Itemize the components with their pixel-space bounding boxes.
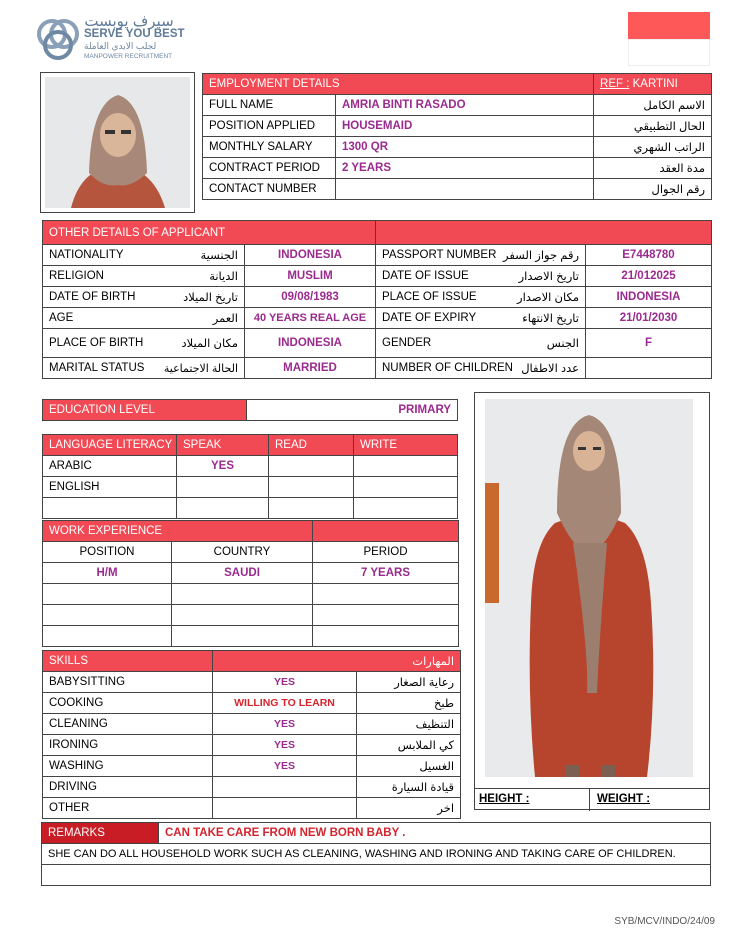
date-of-issue-value: 21/012025 — [586, 266, 712, 287]
work-country — [172, 584, 313, 605]
remarks-table — [41, 822, 711, 886]
skill-label: CLEANING — [43, 714, 213, 735]
headshot-photo — [40, 72, 195, 213]
logo-emblem-icon — [36, 14, 82, 64]
contract-period-value: 2 YEARS — [336, 158, 594, 179]
work-period — [313, 584, 459, 605]
gender-value: F — [586, 329, 712, 358]
place-of-issue-value: INDONESIA — [586, 287, 712, 308]
language-write — [354, 456, 458, 477]
language-speak — [177, 477, 269, 498]
language-speak — [177, 498, 269, 519]
skill-ar: التنظيف — [357, 714, 461, 735]
skill-value — [213, 798, 357, 819]
other-right-label: PASSPORT NUMBER رقم جواز السفر — [376, 245, 586, 266]
monthly-salary-label: MONTHLY SALARY — [203, 137, 336, 158]
ref-cell — [594, 74, 712, 95]
place-of-birth-value: INDONESIA — [245, 329, 376, 358]
full-body-photo-frame — [474, 392, 710, 810]
footer-code: SYB/MCV/INDO/24/09 — [614, 916, 715, 927]
nationality-value: INDONESIA — [245, 245, 376, 266]
other-right-label: NUMBER OF CHILDREN عدد الاطفال — [376, 358, 586, 379]
remarks-label: REMARKS — [42, 823, 159, 844]
education-level-label: EDUCATION LEVEL — [43, 400, 247, 421]
education-table — [42, 399, 458, 421]
date-of-birth-value: 09/08/1983 — [245, 287, 376, 308]
skill-label: WASHING — [43, 756, 213, 777]
weight-label: WEIGHT : — [597, 793, 651, 805]
employment-details-header: EMPLOYMENT DETAILS — [203, 74, 594, 95]
contract-period-ar: مدة العقد — [594, 158, 712, 179]
write-header: WRITE — [354, 435, 458, 456]
language-read — [269, 498, 354, 519]
skill-label: DRIVING — [43, 777, 213, 798]
indonesia-flag — [628, 12, 710, 66]
date-of-expiry-value: 21/01/2030 — [586, 308, 712, 329]
company-logo — [36, 12, 186, 67]
work-country — [172, 626, 313, 647]
other-left-label: NATIONALITY الجنسية — [43, 245, 245, 266]
logo-sub: MANPOWER RECRUITMENT — [84, 53, 173, 60]
skills-header-ar: المهارات — [213, 651, 461, 672]
period-column-header: PERIOD — [313, 542, 459, 563]
number-of-children-value — [586, 358, 712, 379]
logo-arabic-name: سيرف يوبست — [84, 13, 174, 30]
skill-label: OTHER — [43, 798, 213, 819]
skill-ar: اخر — [357, 798, 461, 819]
speak-header: SPEAK — [177, 435, 269, 456]
skill-ar: رعاية الصغار — [357, 672, 461, 693]
position-applied-label: POSITION APPLIED — [203, 116, 336, 137]
ref-value: KARTINI — [632, 78, 678, 90]
skill-label: BABYSITTING — [43, 672, 213, 693]
read-header: READ — [269, 435, 354, 456]
other-right-label: DATE OF ISSUE تاريخ الاصدار — [376, 266, 586, 287]
contact-number-ar: رقم الجوال — [594, 179, 712, 200]
monthly-salary-value: 1300 QR — [336, 137, 594, 158]
religion-value: MUSLIM — [245, 266, 376, 287]
full-name-label: FULL NAME — [203, 95, 336, 116]
full-name-ar: الاسم الكامل — [594, 95, 712, 116]
work-position: H/M — [43, 563, 172, 584]
other-right-label: DATE OF EXPIRY تاريخ الانتهاء — [376, 308, 586, 329]
country-column-header: COUNTRY — [172, 542, 313, 563]
work-position — [43, 605, 172, 626]
contact-number-label: CONTACT NUMBER — [203, 179, 336, 200]
other-left-label: AGE العمر — [43, 308, 245, 329]
work-country: SAUDI — [172, 563, 313, 584]
skill-value: YES — [213, 714, 357, 735]
other-left-label: RELIGION الديانة — [43, 266, 245, 287]
work-position — [43, 626, 172, 647]
other-left-label: DATE OF BIRTH تاريخ الميلاد — [43, 287, 245, 308]
work-period — [313, 605, 459, 626]
language-name — [43, 498, 177, 519]
logo-arabic-sub: لجلب الايدي العاملة — [84, 41, 157, 51]
employment-details-table — [202, 73, 712, 200]
language-name: ENGLISH — [43, 477, 177, 498]
work-period: 7 YEARS — [313, 563, 459, 584]
language-read — [269, 456, 354, 477]
skill-value: YES — [213, 672, 357, 693]
language-name: ARABIC — [43, 456, 177, 477]
other-left-label: MARITAL STATUS الحالة الاجتماعية — [43, 358, 245, 379]
marital-status-value: MARRIED — [245, 358, 376, 379]
work-experience-header: WORK EXPERIENCE — [43, 521, 313, 542]
position-applied-value: HOUSEMAID — [336, 116, 594, 137]
logo-name: SERVE YOU BEST — [84, 28, 185, 40]
language-write — [354, 498, 458, 519]
measurements-row — [474, 788, 710, 811]
other-right-label: PLACE OF ISSUE مكان الاصدار — [376, 287, 586, 308]
full-name-value: AMRIA BINTI RASADO — [336, 95, 594, 116]
skill-ar: طبخ — [357, 693, 461, 714]
contract-period-label: CONTRACT PERIOD — [203, 158, 336, 179]
language-literacy-header: LANGUAGE LITERACY — [43, 435, 177, 456]
full-body-photo — [475, 393, 709, 789]
education-level-value: PRIMARY — [247, 400, 458, 421]
work-experience-table — [42, 520, 459, 647]
remarks-headline: CAN TAKE CARE FROM NEW BORN BABY . — [159, 823, 711, 844]
skill-ar: قيادة السيارة — [357, 777, 461, 798]
other-left-label: PLACE OF BIRTH مكان الميلاد — [43, 329, 245, 358]
language-speak: YES — [177, 456, 269, 477]
remarks-text: SHE CAN DO ALL HOUSEHOLD WORK SUCH AS CLEANING, WASHING AND IRONING AND TAKING CARE OF CHILDREN. — [42, 844, 711, 865]
headshot-image — [41, 73, 194, 212]
other-details-header: OTHER DETAILS OF APPLICANT — [43, 221, 376, 245]
skill-value: YES — [213, 735, 357, 756]
skills-header: SKILLS — [43, 651, 213, 672]
monthly-salary-ar: الراتب الشهري — [594, 137, 712, 158]
other-details-table — [42, 220, 712, 379]
work-country — [172, 605, 313, 626]
skills-table — [42, 650, 461, 819]
skill-value: WILLING TO LEARN — [213, 693, 357, 714]
passport-number-value: E7448780 — [586, 245, 712, 266]
skill-label: IRONING — [43, 735, 213, 756]
skill-value — [213, 777, 357, 798]
position-column-header: POSITION — [43, 542, 172, 563]
skill-label: COOKING — [43, 693, 213, 714]
skill-ar: الغسيل — [357, 756, 461, 777]
other-right-label: GENDER الجنس — [376, 329, 586, 358]
position-applied-ar: الحال التطبيقي — [594, 116, 712, 137]
language-read — [269, 477, 354, 498]
height-label: HEIGHT : — [474, 789, 590, 811]
skill-value: YES — [213, 756, 357, 777]
age-value: 40 YEARS REAL AGE — [245, 308, 376, 329]
work-position — [43, 584, 172, 605]
language-table — [42, 434, 458, 519]
work-period — [313, 626, 459, 647]
language-write — [354, 477, 458, 498]
skill-ar: كي الملابس — [357, 735, 461, 756]
contact-number-value — [336, 179, 594, 200]
ref-label: REF : — [600, 78, 630, 90]
